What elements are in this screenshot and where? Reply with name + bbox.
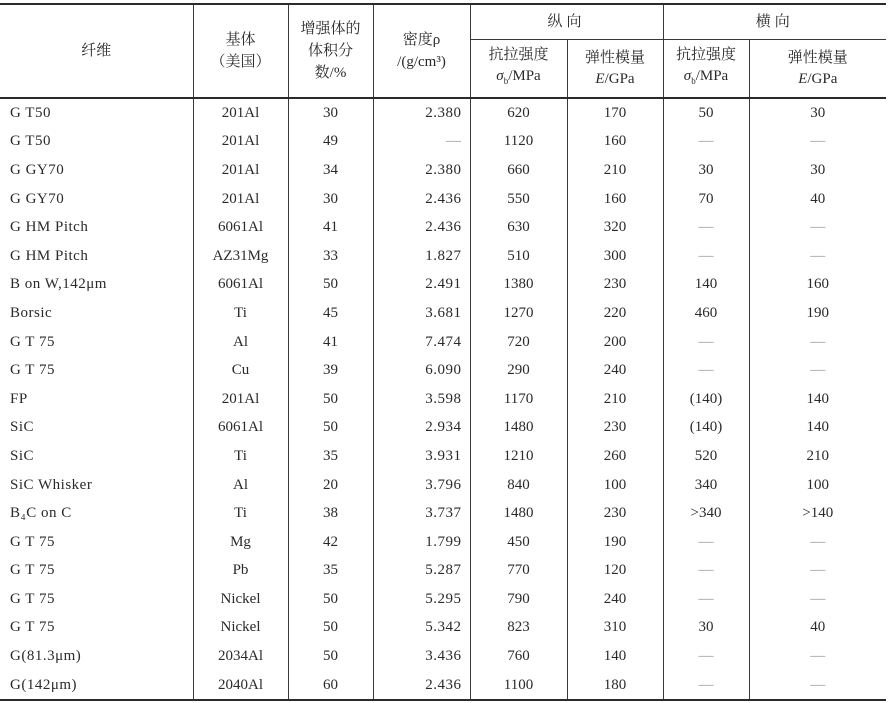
cell-matrix: 201Al	[193, 185, 288, 214]
table-row	[0, 242, 886, 271]
cell-long-tensile: 290	[470, 356, 567, 385]
cell-trans-tensile: 30	[663, 614, 749, 643]
table-row	[0, 642, 886, 671]
header-transverse-label: 横向	[755, 14, 794, 30]
table-row	[0, 499, 886, 528]
cell-trans-tensile: 340	[663, 471, 749, 500]
table-row	[0, 185, 886, 214]
cell-long-tensile: 1480	[470, 414, 567, 443]
cell-long-modulus: 310	[567, 614, 663, 643]
cell-fiber: G HM Pitch	[0, 242, 193, 271]
cell-fiber: G T50	[0, 128, 193, 157]
cell-volume-fraction: 34	[288, 156, 373, 185]
cell-trans-tensile: —	[663, 528, 749, 557]
cell-matrix: 201Al	[193, 128, 288, 157]
cell-long-tensile: 760	[470, 642, 567, 671]
table-row	[0, 328, 886, 357]
table-row	[0, 614, 886, 643]
cell-matrix: Ti	[193, 299, 288, 328]
cell-matrix: AZ31Mg	[193, 242, 288, 271]
cell-long-tensile: 550	[470, 185, 567, 214]
cell-trans-tensile: —	[663, 671, 749, 701]
cell-volume-fraction: 38	[288, 499, 373, 528]
cell-volume-fraction: 42	[288, 528, 373, 557]
cell-long-tensile: 1270	[470, 299, 567, 328]
header-trans-tensile-unit: $\sigma_b$/MPa	[683, 68, 729, 86]
header-longitudinal	[470, 4, 663, 40]
cell-long-tensile: 660	[470, 156, 567, 185]
cell-trans-modulus: 140	[749, 414, 886, 443]
cell-volume-fraction: 35	[288, 442, 373, 471]
cell-matrix: Nickel	[193, 614, 288, 643]
cell-trans-modulus: —	[749, 328, 886, 357]
cell-volume-fraction: 39	[288, 356, 373, 385]
cell-density: 2.436	[373, 671, 470, 701]
cell-fiber: B on W,142μm	[0, 271, 193, 300]
cell-long-modulus: 320	[567, 213, 663, 242]
cell-density: 6.090	[373, 356, 470, 385]
cell-volume-fraction: 45	[288, 299, 373, 328]
cell-volume-fraction: 41	[288, 328, 373, 357]
header-long-tensile	[470, 40, 567, 99]
cell-volume-fraction: 50	[288, 385, 373, 414]
cell-trans-modulus: 210	[749, 442, 886, 471]
header-matrix-sublabel: （美国）	[210, 54, 271, 70]
cell-matrix: Cu	[193, 356, 288, 385]
cell-fiber: FP	[0, 385, 193, 414]
header-density-label: 密度ρ	[402, 32, 441, 48]
cell-matrix: 6061Al	[193, 414, 288, 443]
header-fiber-label: 纤维	[81, 43, 112, 59]
header-long-modulus	[567, 40, 663, 99]
cell-long-tensile: 450	[470, 528, 567, 557]
cell-fiber: SiC Whisker	[0, 471, 193, 500]
cell-trans-tensile: 520	[663, 442, 749, 471]
cell-density: 2.380	[373, 156, 470, 185]
cell-density: 5.287	[373, 557, 470, 586]
cell-fiber: G(81.3μm)	[0, 642, 193, 671]
cell-density: 2.436	[373, 213, 470, 242]
cell-matrix: Al	[193, 328, 288, 357]
cell-volume-fraction: 20	[288, 471, 373, 500]
table-row	[0, 98, 886, 128]
table-row	[0, 156, 886, 185]
cell-volume-fraction: 50	[288, 642, 373, 671]
cell-fiber: G T 75	[0, 557, 193, 586]
table-row	[0, 414, 886, 443]
header-long-tensile-unit: $\sigma_b$/MPa	[496, 68, 541, 86]
cell-long-modulus: 230	[567, 414, 663, 443]
header-fiber	[0, 4, 193, 98]
cell-long-modulus: 100	[567, 471, 663, 500]
cell-fiber: G T 75	[0, 356, 193, 385]
cell-matrix: Ti	[193, 442, 288, 471]
table-row	[0, 442, 886, 471]
cell-matrix: 201Al	[193, 98, 288, 128]
cell-trans-modulus: —	[749, 642, 886, 671]
cell-volume-fraction: 50	[288, 414, 373, 443]
cell-long-modulus: 300	[567, 242, 663, 271]
table-row	[0, 128, 886, 157]
table-row	[0, 385, 886, 414]
table-row	[0, 356, 886, 385]
cell-long-modulus: 220	[567, 299, 663, 328]
cell-trans-modulus: 160	[749, 271, 886, 300]
cell-long-modulus: 190	[567, 528, 663, 557]
cell-trans-modulus: —	[749, 585, 886, 614]
table-row	[0, 585, 886, 614]
cell-long-tensile: 823	[470, 614, 567, 643]
cell-fiber: G T 75	[0, 528, 193, 557]
cell-trans-tensile: 460	[663, 299, 749, 328]
cell-density: 3.436	[373, 642, 470, 671]
cell-long-tensile: 790	[470, 585, 567, 614]
header-long-modulus-label: 弹性模量	[585, 49, 646, 66]
cell-long-tensile: 1480	[470, 499, 567, 528]
cell-long-modulus: 230	[567, 271, 663, 300]
cell-volume-fraction: 30	[288, 185, 373, 214]
cell-long-modulus: 240	[567, 356, 663, 385]
header-density-unit: /(g/cm³)	[397, 54, 446, 70]
cell-trans-modulus: —	[749, 242, 886, 271]
cell-matrix: 201Al	[193, 385, 288, 414]
table-row	[0, 557, 886, 586]
header-volfrac-line2: 体积分	[307, 43, 353, 59]
cell-trans-tensile: —	[663, 242, 749, 271]
header-trans-modulus-label: 弹性模量	[787, 49, 848, 66]
cell-long-tensile: 1100	[470, 671, 567, 701]
cell-long-tensile: 510	[470, 242, 567, 271]
table-row	[0, 671, 886, 701]
cell-density: 5.342	[373, 614, 470, 643]
cell-density: 2.934	[373, 414, 470, 443]
header-trans-tensile-label: 抗拉强度	[676, 47, 737, 63]
cell-fiber: G HM Pitch	[0, 213, 193, 242]
cell-trans-modulus: —	[749, 557, 886, 586]
cell-fiber: SiC	[0, 442, 193, 471]
cell-density: 2.380	[373, 98, 470, 128]
cell-long-tensile: 1170	[470, 385, 567, 414]
cell-fiber: G T 75	[0, 328, 193, 357]
cell-fiber: G T 75	[0, 585, 193, 614]
cell-trans-modulus: 190	[749, 299, 886, 328]
cell-trans-tensile: —	[663, 585, 749, 614]
cell-density: 2.436	[373, 185, 470, 214]
table-row	[0, 528, 886, 557]
cell-fiber: G GY70	[0, 156, 193, 185]
cell-long-modulus: 210	[567, 385, 663, 414]
cell-fiber: G GY70	[0, 185, 193, 214]
header-trans-modulus	[749, 40, 886, 99]
cell-trans-modulus: 40	[749, 614, 886, 643]
cell-long-modulus: 240	[567, 585, 663, 614]
cell-fiber: G(142μm)	[0, 671, 193, 701]
cell-volume-fraction: 50	[288, 585, 373, 614]
cell-long-modulus: 160	[567, 128, 663, 157]
cell-trans-modulus: >140	[749, 499, 886, 528]
cell-density: 1.827	[373, 242, 470, 271]
cell-long-tensile: 1380	[470, 271, 567, 300]
header-volfrac-line3: 数/%	[314, 65, 347, 81]
table-row	[0, 271, 886, 300]
cell-trans-tensile: 70	[663, 185, 749, 214]
table-header	[0, 4, 886, 98]
cell-long-tensile: 630	[470, 213, 567, 242]
cell-trans-tensile: 50	[663, 98, 749, 128]
cell-matrix: Al	[193, 471, 288, 500]
cell-long-modulus: 140	[567, 642, 663, 671]
cell-matrix: 2034Al	[193, 642, 288, 671]
table-row	[0, 213, 886, 242]
cell-volume-fraction: 30	[288, 98, 373, 128]
cell-trans-modulus: 30	[749, 98, 886, 128]
cell-density: 1.799	[373, 528, 470, 557]
cell-volume-fraction: 60	[288, 671, 373, 701]
cell-trans-modulus: 140	[749, 385, 886, 414]
cell-matrix: 2040Al	[193, 671, 288, 701]
cell-density: 5.295	[373, 585, 470, 614]
cell-long-modulus: 230	[567, 499, 663, 528]
cell-long-tensile: 840	[470, 471, 567, 500]
cell-fiber: B₄C on C	[0, 499, 193, 528]
cell-trans-modulus: —	[749, 128, 886, 157]
cell-long-modulus: 260	[567, 442, 663, 471]
cell-long-modulus: 200	[567, 328, 663, 357]
table-row	[0, 471, 886, 500]
cell-trans-tensile: —	[663, 213, 749, 242]
cell-fiber: Borsic	[0, 299, 193, 328]
header-transverse	[663, 4, 886, 40]
header-trans-tensile	[663, 40, 749, 99]
cell-density: 3.598	[373, 385, 470, 414]
cell-trans-tensile: —	[663, 128, 749, 157]
cell-trans-tensile: 30	[663, 156, 749, 185]
cell-long-tensile: 1120	[470, 128, 567, 157]
cell-density: 3.681	[373, 299, 470, 328]
header-volume-fraction	[288, 4, 373, 98]
cell-trans-tensile: —	[663, 557, 749, 586]
cell-long-modulus: 170	[567, 98, 663, 128]
table-body	[0, 98, 886, 700]
composite-properties-table	[0, 3, 886, 701]
cell-trans-modulus: 30	[749, 156, 886, 185]
cell-volume-fraction: 35	[288, 557, 373, 586]
cell-matrix: Mg	[193, 528, 288, 557]
cell-long-tensile: 1210	[470, 442, 567, 471]
header-matrix-label: 基体	[225, 32, 256, 48]
cell-long-tensile: 620	[470, 98, 567, 128]
cell-trans-tensile: —	[663, 356, 749, 385]
cell-long-modulus: 210	[567, 156, 663, 185]
header-longitudinal-label: 纵向	[547, 14, 586, 30]
cell-volume-fraction: 49	[288, 128, 373, 157]
cell-density: 3.796	[373, 471, 470, 500]
cell-trans-modulus: —	[749, 528, 886, 557]
cell-trans-tensile: 140	[663, 271, 749, 300]
cell-long-modulus: 160	[567, 185, 663, 214]
cell-matrix: Ti	[193, 499, 288, 528]
cell-fiber: G T50	[0, 98, 193, 128]
cell-matrix: 201Al	[193, 156, 288, 185]
cell-trans-modulus: —	[749, 356, 886, 385]
cell-matrix: Pb	[193, 557, 288, 586]
cell-volume-fraction: 33	[288, 242, 373, 271]
cell-trans-tensile: >340	[663, 499, 749, 528]
header-matrix	[193, 4, 288, 98]
header-density	[373, 4, 470, 98]
cell-trans-modulus: —	[749, 213, 886, 242]
header-trans-modulus-unit: E/GPa	[798, 70, 838, 87]
cell-density: 3.737	[373, 499, 470, 528]
cell-fiber: SiC	[0, 414, 193, 443]
header-long-modulus-unit: E/GPa	[595, 70, 635, 87]
cell-volume-fraction: 50	[288, 614, 373, 643]
cell-trans-modulus: —	[749, 671, 886, 701]
cell-trans-tensile: —	[663, 328, 749, 357]
header-volfrac-line1: 增强体的	[300, 21, 361, 37]
cell-trans-tensile: (140)	[663, 414, 749, 443]
cell-long-modulus: 180	[567, 671, 663, 701]
cell-long-tensile: 720	[470, 328, 567, 357]
cell-trans-tensile: —	[663, 642, 749, 671]
cell-matrix: 6061Al	[193, 213, 288, 242]
cell-long-modulus: 120	[567, 557, 663, 586]
cell-density: 7.474	[373, 328, 470, 357]
cell-matrix: Nickel	[193, 585, 288, 614]
cell-density: —	[373, 128, 470, 157]
cell-trans-modulus: 100	[749, 471, 886, 500]
cell-trans-tensile: (140)	[663, 385, 749, 414]
cell-trans-modulus: 40	[749, 185, 886, 214]
cell-volume-fraction: 50	[288, 271, 373, 300]
header-long-tensile-label: 抗拉强度	[488, 47, 549, 63]
cell-fiber: G T 75	[0, 614, 193, 643]
cell-long-tensile: 770	[470, 557, 567, 586]
cell-density: 2.491	[373, 271, 470, 300]
cell-matrix: 6061Al	[193, 271, 288, 300]
table-row	[0, 299, 886, 328]
cell-density: 3.931	[373, 442, 470, 471]
composite-properties-table-container	[0, 3, 886, 701]
cell-volume-fraction: 41	[288, 213, 373, 242]
